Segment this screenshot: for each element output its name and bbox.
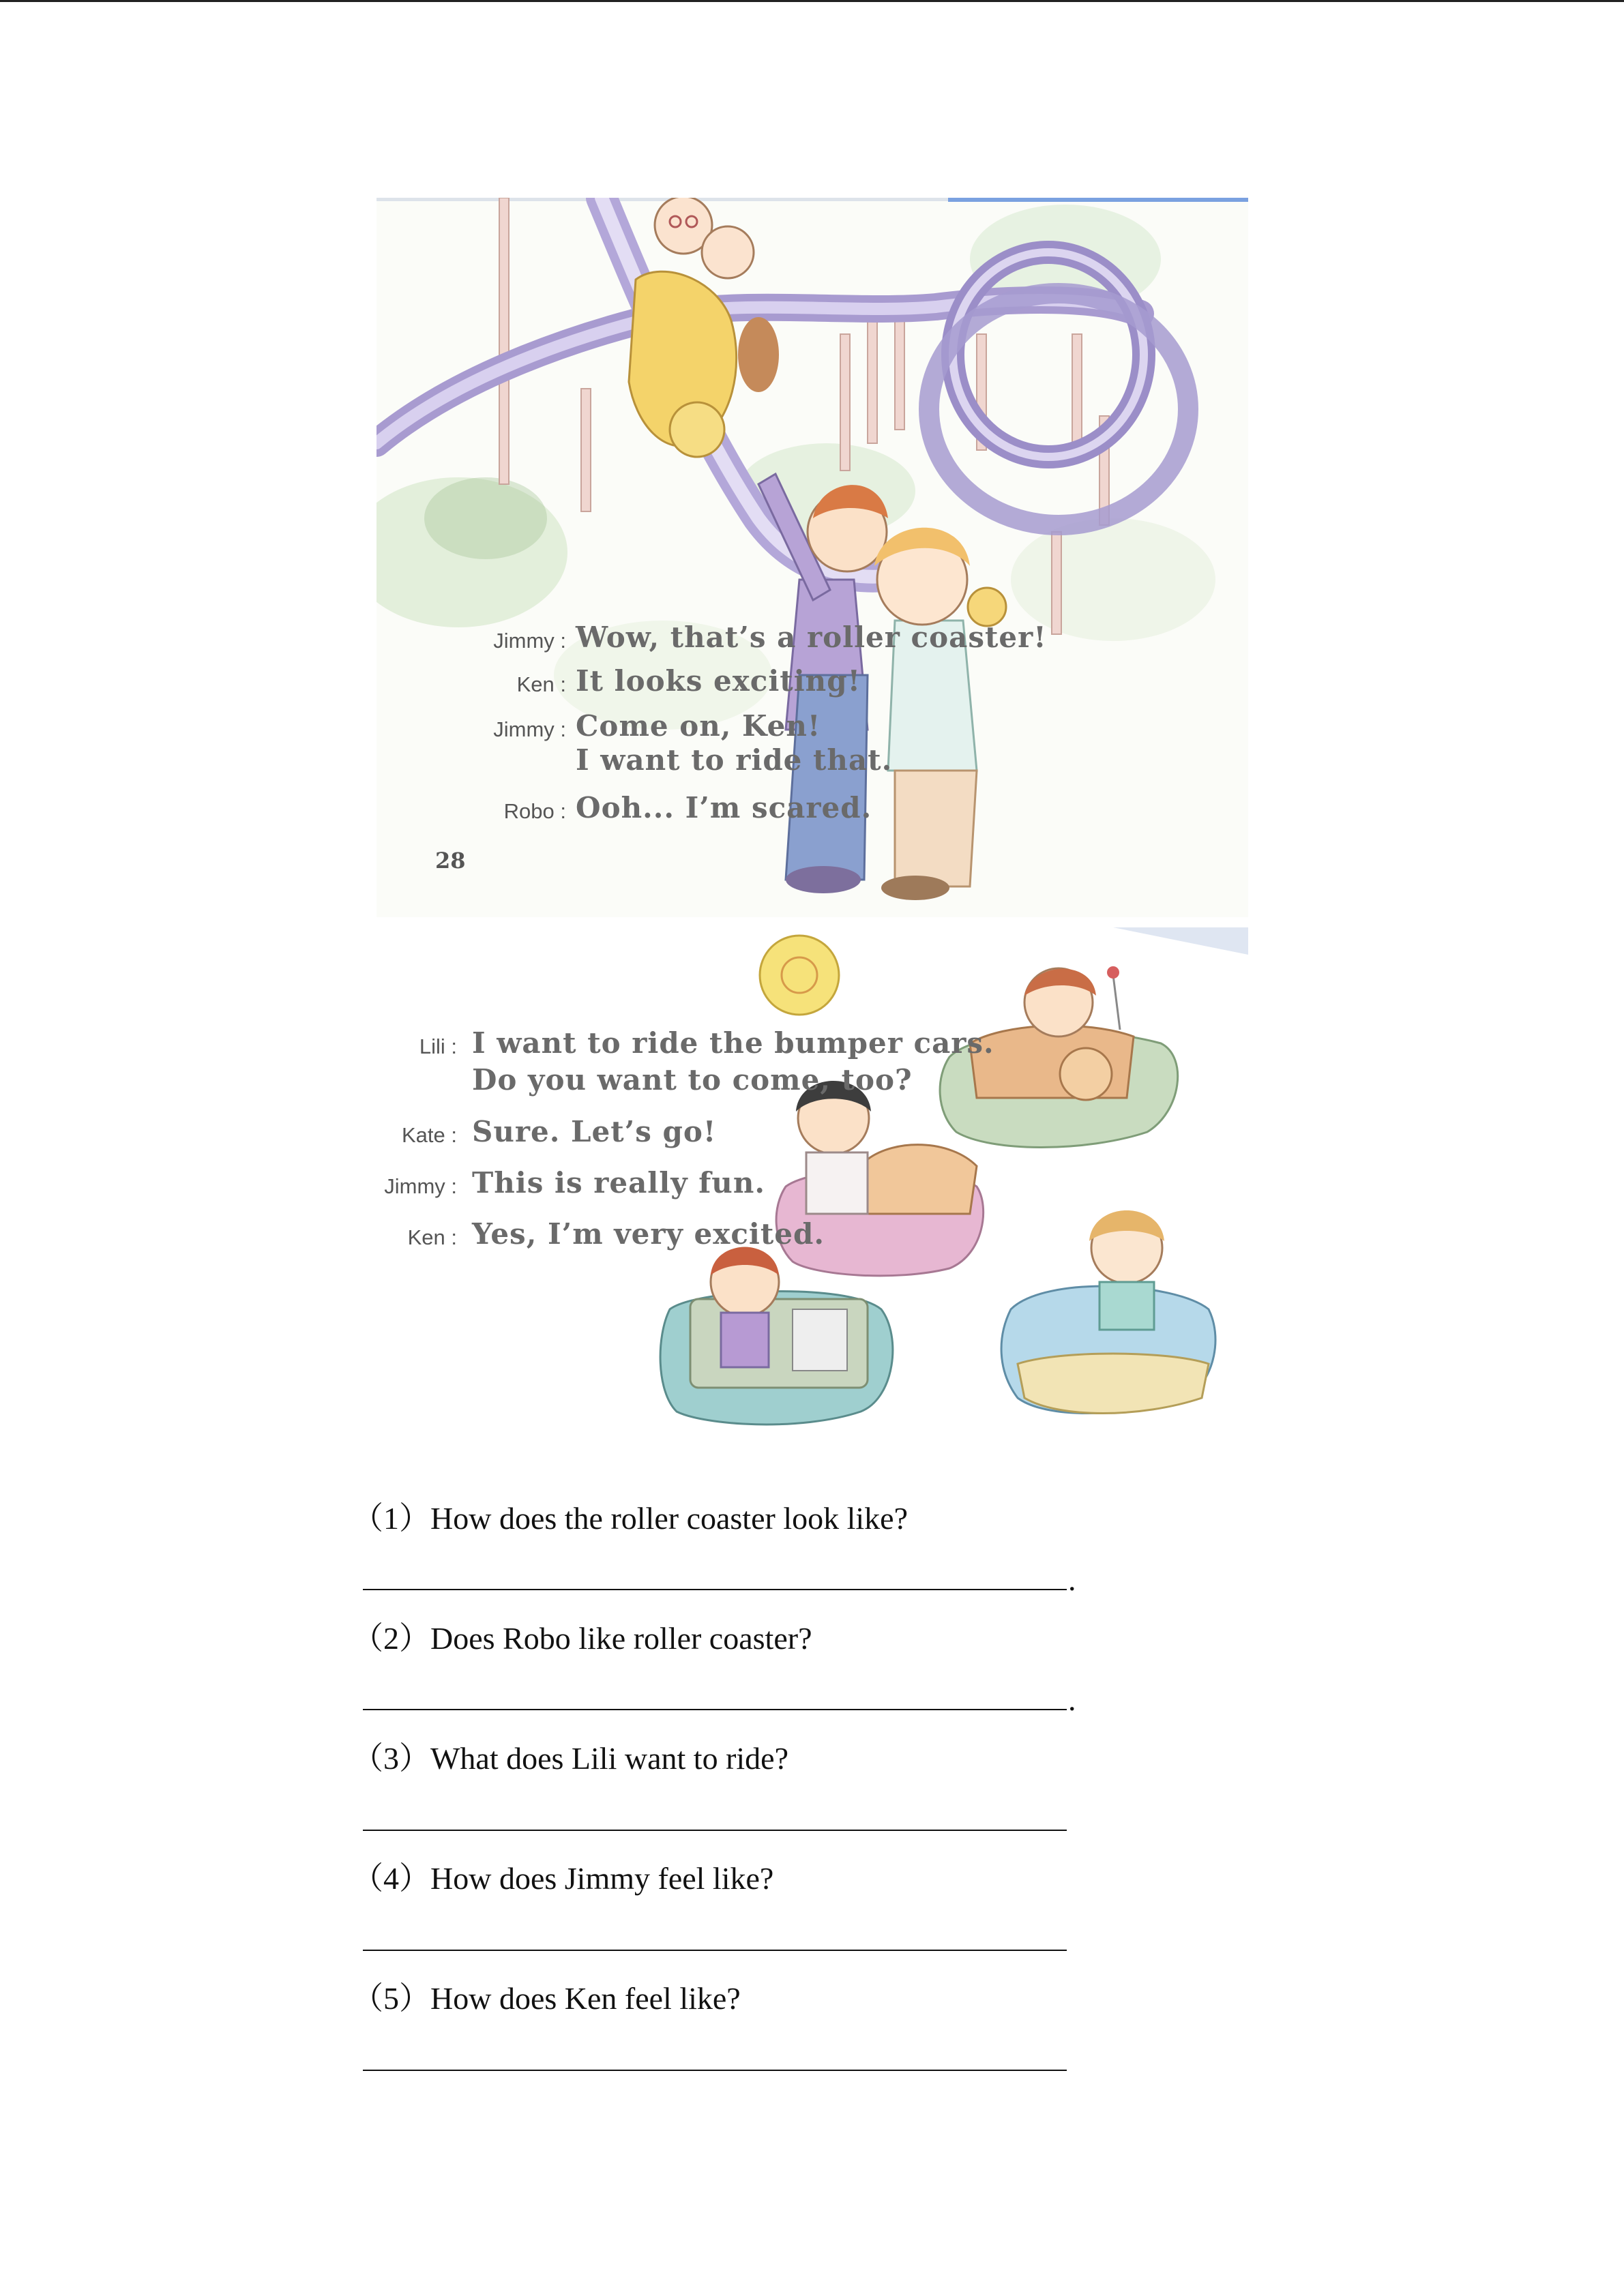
dialogue-line: I want to ride the bumper cars. — [472, 1026, 994, 1060]
speaker-label: Lili : — [419, 1034, 457, 1058]
dialogue-line: Do you want to come, too? — [472, 1063, 913, 1097]
question-1: （1）How does the roller coaster look like? — [352, 1501, 908, 1536]
speaker-label: Jimmy : — [493, 717, 566, 741]
dialogue-line: Sure. Let’s go! — [472, 1115, 717, 1148]
roller-coaster-dialogue — [377, 621, 1248, 907]
bumper-cars-dialogue — [377, 1026, 1248, 1265]
answer-end-mark: . — [1068, 1682, 1076, 1717]
page-top-border — [0, 0, 1624, 2]
answer-line-3[interactable] — [363, 1830, 1067, 1831]
answer-end-mark: . — [1068, 1562, 1076, 1597]
question-2: （2）Does Robo like roller coaster? — [352, 1621, 812, 1656]
speaker-label: Jimmy : — [493, 629, 566, 653]
answer-line-4[interactable] — [363, 1950, 1067, 1951]
answer-line-2[interactable] — [363, 1709, 1067, 1710]
speaker-label: Robo : — [503, 799, 566, 823]
page-number: 28 — [435, 848, 466, 874]
question-5: （5）How does Ken feel like? — [352, 1981, 741, 2016]
speaker-label: Jimmy : — [384, 1174, 457, 1198]
roller-coaster-illustration — [377, 198, 1248, 917]
dialogue-line: Come on, Ken! — [576, 709, 821, 743]
answer-line-5[interactable] — [363, 2070, 1067, 2071]
dialogue-line: It looks exciting! — [576, 664, 861, 698]
dialogue-line: Wow, that’s a roller coaster! — [576, 621, 1047, 654]
dialogue-line: Ooh... I’m scared. — [576, 791, 872, 824]
speaker-label: Ken : — [516, 672, 566, 696]
answer-line-1[interactable] — [363, 1589, 1067, 1590]
bumper-cars-illustration — [377, 927, 1248, 1466]
dialogue-line: This is really fun. — [472, 1166, 765, 1199]
question-3: （3）What does Lili want to ride? — [352, 1741, 789, 1776]
speaker-label: Kate : — [402, 1123, 457, 1147]
dialogue-line: Yes, I’m very excited. — [472, 1217, 825, 1251]
question-4: （4）How does Jimmy feel like? — [352, 1861, 774, 1896]
speaker-label: Ken : — [407, 1225, 457, 1249]
dialogue-line: I want to ride that. — [576, 743, 893, 777]
